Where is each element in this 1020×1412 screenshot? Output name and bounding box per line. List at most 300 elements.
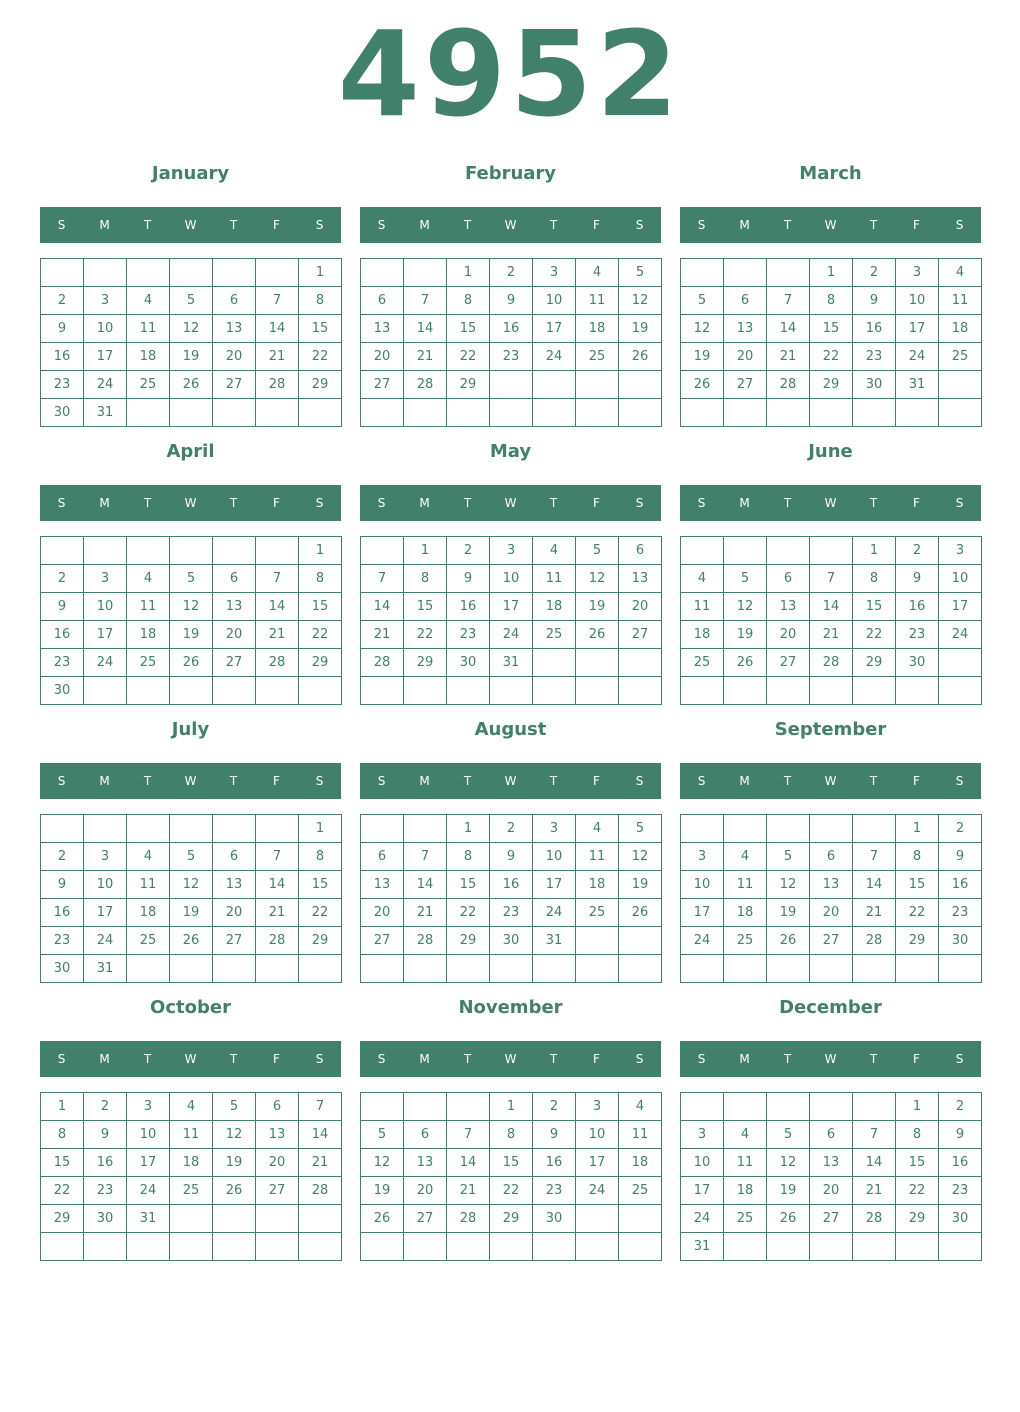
empty-day-cell [490, 955, 533, 983]
weekday-label: T [229, 218, 238, 232]
weekday-label: W [504, 774, 517, 788]
day-cell: 24 [681, 927, 724, 955]
weekday-label: F [913, 1052, 920, 1066]
empty-day-cell [619, 649, 662, 677]
month-june [680, 434, 981, 705]
weekday-label: M [739, 218, 750, 232]
day-cell: 3 [681, 843, 724, 871]
day-grid [40, 536, 342, 705]
day-cell: 9 [490, 843, 533, 871]
day-cell: 18 [619, 1149, 662, 1177]
empty-day-cell [299, 1233, 342, 1261]
day-cell: 24 [84, 371, 127, 399]
day-cell: 13 [810, 1149, 853, 1177]
weekday-label: S [57, 1052, 66, 1066]
day-cell: 24 [939, 621, 982, 649]
weekday-label: T [869, 218, 878, 232]
empty-day-cell [213, 537, 256, 565]
day-cell: 6 [361, 287, 404, 315]
day-cell: 21 [256, 343, 299, 371]
weekday-label: T [549, 496, 558, 510]
month-march [680, 156, 981, 427]
empty-day-cell [724, 1233, 767, 1261]
day-cell: 21 [404, 343, 447, 371]
weekday-label: F [913, 218, 920, 232]
day-cell: 23 [533, 1177, 576, 1205]
weekday-label: S [955, 1052, 964, 1066]
empty-day-cell [767, 537, 810, 565]
empty-day-cell [533, 1233, 576, 1261]
day-cell: 17 [490, 593, 533, 621]
day-cell: 16 [41, 899, 84, 927]
day-cell: 8 [404, 565, 447, 593]
day-cell: 30 [939, 927, 982, 955]
day-cell: 3 [84, 287, 127, 315]
empty-day-cell [170, 537, 213, 565]
day-cell: 3 [84, 843, 127, 871]
day-cell: 21 [256, 899, 299, 927]
weekday-label: T [463, 218, 472, 232]
weekday-label: M [739, 496, 750, 510]
day-cell: 19 [170, 899, 213, 927]
day-cell: 11 [724, 871, 767, 899]
day-cell: 27 [810, 1205, 853, 1233]
day-cell: 19 [361, 1177, 404, 1205]
empty-day-cell [939, 399, 982, 427]
day-cell: 20 [361, 899, 404, 927]
day-cell: 15 [810, 315, 853, 343]
weekday-label: T [229, 496, 238, 510]
day-cell: 23 [853, 343, 896, 371]
empty-day-cell [127, 399, 170, 427]
day-cell: 15 [490, 1149, 533, 1177]
weekday-label: M [99, 218, 110, 232]
day-cell: 24 [681, 1205, 724, 1233]
day-cell: 16 [84, 1149, 127, 1177]
day-cell: 16 [939, 871, 982, 899]
day-cell: 31 [84, 955, 127, 983]
empty-day-cell [767, 677, 810, 705]
day-cell: 20 [404, 1177, 447, 1205]
month-name: October [150, 997, 231, 1018]
empty-day-cell [41, 1233, 84, 1261]
day-cell: 14 [810, 593, 853, 621]
empty-day-cell [810, 677, 853, 705]
year-title: 4952 [337, 5, 683, 143]
day-cell: 12 [170, 871, 213, 899]
empty-day-cell [170, 677, 213, 705]
day-cell: 10 [490, 565, 533, 593]
day-cell: 28 [256, 649, 299, 677]
day-cell: 15 [896, 1149, 939, 1177]
weekday-label: T [143, 774, 152, 788]
month-name: March [799, 163, 862, 184]
empty-day-cell [681, 537, 724, 565]
month-may [360, 434, 661, 705]
weekday-label: S [635, 774, 644, 788]
empty-day-cell [404, 815, 447, 843]
empty-day-cell [939, 1233, 982, 1261]
empty-day-cell [213, 1233, 256, 1261]
empty-day-cell [853, 1093, 896, 1121]
day-cell: 24 [533, 343, 576, 371]
empty-day-cell [361, 677, 404, 705]
day-cell: 10 [84, 593, 127, 621]
day-cell: 29 [41, 1205, 84, 1233]
day-grid [40, 814, 342, 983]
day-cell: 23 [939, 1177, 982, 1205]
day-cell: 12 [576, 565, 619, 593]
empty-day-cell [896, 1233, 939, 1261]
empty-day-cell [361, 259, 404, 287]
day-cell: 1 [896, 815, 939, 843]
day-cell: 11 [681, 593, 724, 621]
weekday-label: F [593, 218, 600, 232]
day-cell: 6 [213, 843, 256, 871]
weekday-label: T [869, 496, 878, 510]
day-cell: 19 [213, 1149, 256, 1177]
day-cell: 27 [213, 371, 256, 399]
empty-day-cell [41, 537, 84, 565]
day-cell: 20 [767, 621, 810, 649]
day-cell: 28 [256, 371, 299, 399]
empty-day-cell [724, 537, 767, 565]
day-cell: 6 [767, 565, 810, 593]
day-cell: 17 [939, 593, 982, 621]
day-cell: 2 [41, 287, 84, 315]
day-cell: 20 [810, 899, 853, 927]
empty-day-cell [127, 1233, 170, 1261]
empty-day-cell [576, 399, 619, 427]
day-cell: 2 [939, 1093, 982, 1121]
day-cell: 12 [681, 315, 724, 343]
day-cell: 24 [896, 343, 939, 371]
day-grid [40, 1092, 342, 1261]
day-cell: 25 [576, 899, 619, 927]
empty-day-cell [533, 677, 576, 705]
month-august [360, 712, 661, 983]
day-cell: 17 [681, 1177, 724, 1205]
empty-day-cell [490, 399, 533, 427]
day-cell: 7 [361, 565, 404, 593]
weekday-label: T [869, 774, 878, 788]
day-cell: 14 [853, 1149, 896, 1177]
weekday-header [40, 763, 341, 799]
empty-day-cell [170, 259, 213, 287]
empty-day-cell [576, 927, 619, 955]
day-cell: 29 [299, 927, 342, 955]
day-cell: 30 [853, 371, 896, 399]
day-cell: 7 [853, 843, 896, 871]
day-cell: 17 [681, 899, 724, 927]
weekday-label: T [463, 774, 472, 788]
weekday-label: T [463, 1052, 472, 1066]
month-december [680, 990, 981, 1261]
empty-day-cell [256, 815, 299, 843]
empty-day-cell [810, 955, 853, 983]
day-cell: 12 [170, 593, 213, 621]
weekday-label: T [463, 496, 472, 510]
month-name: December [779, 997, 882, 1018]
day-cell: 10 [533, 843, 576, 871]
day-cell: 25 [576, 343, 619, 371]
weekday-label: W [504, 496, 517, 510]
day-cell: 29 [896, 1205, 939, 1233]
day-cell: 7 [447, 1121, 490, 1149]
empty-day-cell [170, 1233, 213, 1261]
day-cell: 3 [490, 537, 533, 565]
empty-day-cell [619, 371, 662, 399]
day-cell: 14 [404, 871, 447, 899]
day-cell: 20 [213, 899, 256, 927]
empty-day-cell [533, 955, 576, 983]
day-cell: 26 [767, 1205, 810, 1233]
day-cell: 19 [724, 621, 767, 649]
day-cell: 26 [170, 371, 213, 399]
day-cell: 28 [256, 927, 299, 955]
day-cell: 29 [404, 649, 447, 677]
weekday-label: W [184, 218, 197, 232]
empty-day-cell [619, 1233, 662, 1261]
day-cell: 13 [619, 565, 662, 593]
day-cell: 17 [533, 315, 576, 343]
day-cell: 11 [170, 1121, 213, 1149]
day-cell: 24 [533, 899, 576, 927]
day-cell: 25 [619, 1177, 662, 1205]
day-cell: 27 [256, 1177, 299, 1205]
empty-day-cell [939, 677, 982, 705]
empty-day-cell [619, 955, 662, 983]
day-cell: 3 [84, 565, 127, 593]
day-cell: 11 [127, 871, 170, 899]
day-cell: 23 [939, 899, 982, 927]
weekday-label: T [143, 496, 152, 510]
day-cell: 30 [84, 1205, 127, 1233]
day-cell: 26 [767, 927, 810, 955]
day-cell: 10 [127, 1121, 170, 1149]
weekday-label: S [955, 774, 964, 788]
day-cell: 4 [127, 565, 170, 593]
weekday-label: T [783, 496, 792, 510]
day-cell: 3 [939, 537, 982, 565]
day-cell: 24 [490, 621, 533, 649]
day-cell: 17 [576, 1149, 619, 1177]
day-cell: 23 [41, 927, 84, 955]
day-cell: 18 [681, 621, 724, 649]
empty-day-cell [404, 399, 447, 427]
month-name: June [808, 441, 853, 462]
month-name: August [474, 719, 547, 740]
empty-day-cell [447, 1233, 490, 1261]
day-cell: 1 [41, 1093, 84, 1121]
day-cell: 7 [767, 287, 810, 315]
day-cell: 29 [810, 371, 853, 399]
day-cell: 8 [447, 287, 490, 315]
day-cell: 18 [533, 593, 576, 621]
weekday-label: F [273, 218, 280, 232]
weekday-label: T [143, 1052, 152, 1066]
day-cell: 19 [619, 315, 662, 343]
day-cell: 29 [853, 649, 896, 677]
day-cell: 3 [576, 1093, 619, 1121]
day-cell: 14 [361, 593, 404, 621]
empty-day-cell [896, 955, 939, 983]
day-cell: 17 [84, 899, 127, 927]
day-grid [360, 1092, 662, 1261]
empty-day-cell [213, 677, 256, 705]
day-cell: 23 [490, 899, 533, 927]
day-cell: 5 [213, 1093, 256, 1121]
day-cell: 3 [896, 259, 939, 287]
day-cell: 5 [170, 287, 213, 315]
day-cell: 15 [896, 871, 939, 899]
day-cell: 26 [619, 343, 662, 371]
weekday-label: M [419, 1052, 430, 1066]
day-cell: 1 [299, 815, 342, 843]
day-cell: 7 [853, 1121, 896, 1149]
day-cell: 3 [533, 815, 576, 843]
day-cell: 21 [447, 1177, 490, 1205]
day-cell: 30 [41, 677, 84, 705]
day-cell: 31 [127, 1205, 170, 1233]
weekday-label: T [143, 218, 152, 232]
weekday-label: S [377, 1052, 386, 1066]
day-cell: 8 [853, 565, 896, 593]
day-cell: 21 [853, 1177, 896, 1205]
day-cell: 9 [939, 1121, 982, 1149]
empty-day-cell [447, 399, 490, 427]
empty-day-cell [170, 399, 213, 427]
day-cell: 22 [299, 343, 342, 371]
day-cell: 3 [127, 1093, 170, 1121]
day-cell: 15 [299, 593, 342, 621]
day-cell: 22 [896, 899, 939, 927]
day-cell: 6 [213, 565, 256, 593]
day-cell: 7 [256, 287, 299, 315]
day-cell: 20 [213, 621, 256, 649]
weekday-label: S [315, 774, 324, 788]
day-cell: 1 [896, 1093, 939, 1121]
empty-day-cell [84, 677, 127, 705]
day-cell: 19 [170, 621, 213, 649]
day-cell: 11 [533, 565, 576, 593]
day-cell: 15 [41, 1149, 84, 1177]
empty-day-cell [681, 399, 724, 427]
empty-day-cell [213, 259, 256, 287]
day-cell: 13 [404, 1149, 447, 1177]
weekday-label: F [593, 774, 600, 788]
empty-day-cell [576, 677, 619, 705]
day-cell: 20 [619, 593, 662, 621]
weekday-header [360, 763, 661, 799]
day-cell: 26 [576, 621, 619, 649]
day-cell: 5 [619, 259, 662, 287]
day-cell: 6 [810, 1121, 853, 1149]
day-cell: 9 [896, 565, 939, 593]
weekday-label: S [57, 496, 66, 510]
day-cell: 18 [127, 343, 170, 371]
day-cell: 12 [619, 287, 662, 315]
empty-day-cell [404, 1233, 447, 1261]
day-cell: 19 [619, 871, 662, 899]
day-cell: 5 [767, 843, 810, 871]
day-cell: 15 [404, 593, 447, 621]
day-cell: 28 [299, 1177, 342, 1205]
day-cell: 31 [84, 399, 127, 427]
day-cell: 21 [256, 621, 299, 649]
day-cell: 18 [939, 315, 982, 343]
day-cell: 12 [619, 843, 662, 871]
empty-day-cell [84, 815, 127, 843]
day-cell: 4 [170, 1093, 213, 1121]
empty-day-cell [361, 955, 404, 983]
day-cell: 12 [361, 1149, 404, 1177]
day-cell: 1 [447, 815, 490, 843]
empty-day-cell [724, 1093, 767, 1121]
day-cell: 11 [127, 315, 170, 343]
day-cell: 9 [41, 593, 84, 621]
day-grid [360, 814, 662, 983]
day-grid [680, 814, 982, 983]
day-cell: 9 [447, 565, 490, 593]
day-cell: 26 [681, 371, 724, 399]
empty-day-cell [404, 259, 447, 287]
day-grid [680, 1092, 982, 1261]
day-cell: 21 [361, 621, 404, 649]
weekday-label: W [824, 1052, 837, 1066]
empty-day-cell [213, 955, 256, 983]
empty-day-cell [127, 815, 170, 843]
day-cell: 14 [767, 315, 810, 343]
empty-day-cell [853, 955, 896, 983]
day-cell: 3 [681, 1121, 724, 1149]
day-cell: 8 [896, 1121, 939, 1149]
day-cell: 19 [576, 593, 619, 621]
day-cell: 16 [853, 315, 896, 343]
weekday-label: W [184, 774, 197, 788]
month-february [360, 156, 661, 427]
day-cell: 10 [939, 565, 982, 593]
day-cell: 4 [619, 1093, 662, 1121]
day-cell: 19 [767, 1177, 810, 1205]
day-cell: 16 [41, 621, 84, 649]
day-cell: 14 [447, 1149, 490, 1177]
weekday-label: S [635, 218, 644, 232]
day-cell: 6 [619, 537, 662, 565]
day-cell: 27 [213, 927, 256, 955]
weekday-label: T [229, 774, 238, 788]
day-cell: 20 [361, 343, 404, 371]
weekday-label: S [955, 496, 964, 510]
weekday-label: F [913, 774, 920, 788]
empty-day-cell [361, 537, 404, 565]
day-cell: 25 [127, 371, 170, 399]
empty-day-cell [810, 1093, 853, 1121]
day-cell: 8 [299, 843, 342, 871]
day-cell: 2 [447, 537, 490, 565]
weekday-label: W [824, 218, 837, 232]
day-cell: 2 [853, 259, 896, 287]
empty-day-cell [619, 399, 662, 427]
day-cell: 27 [619, 621, 662, 649]
weekday-label: W [504, 1052, 517, 1066]
empty-day-cell [767, 1233, 810, 1261]
day-cell: 8 [896, 843, 939, 871]
empty-day-cell [939, 649, 982, 677]
day-cell: 11 [724, 1149, 767, 1177]
day-cell: 5 [361, 1121, 404, 1149]
day-cell: 2 [41, 565, 84, 593]
